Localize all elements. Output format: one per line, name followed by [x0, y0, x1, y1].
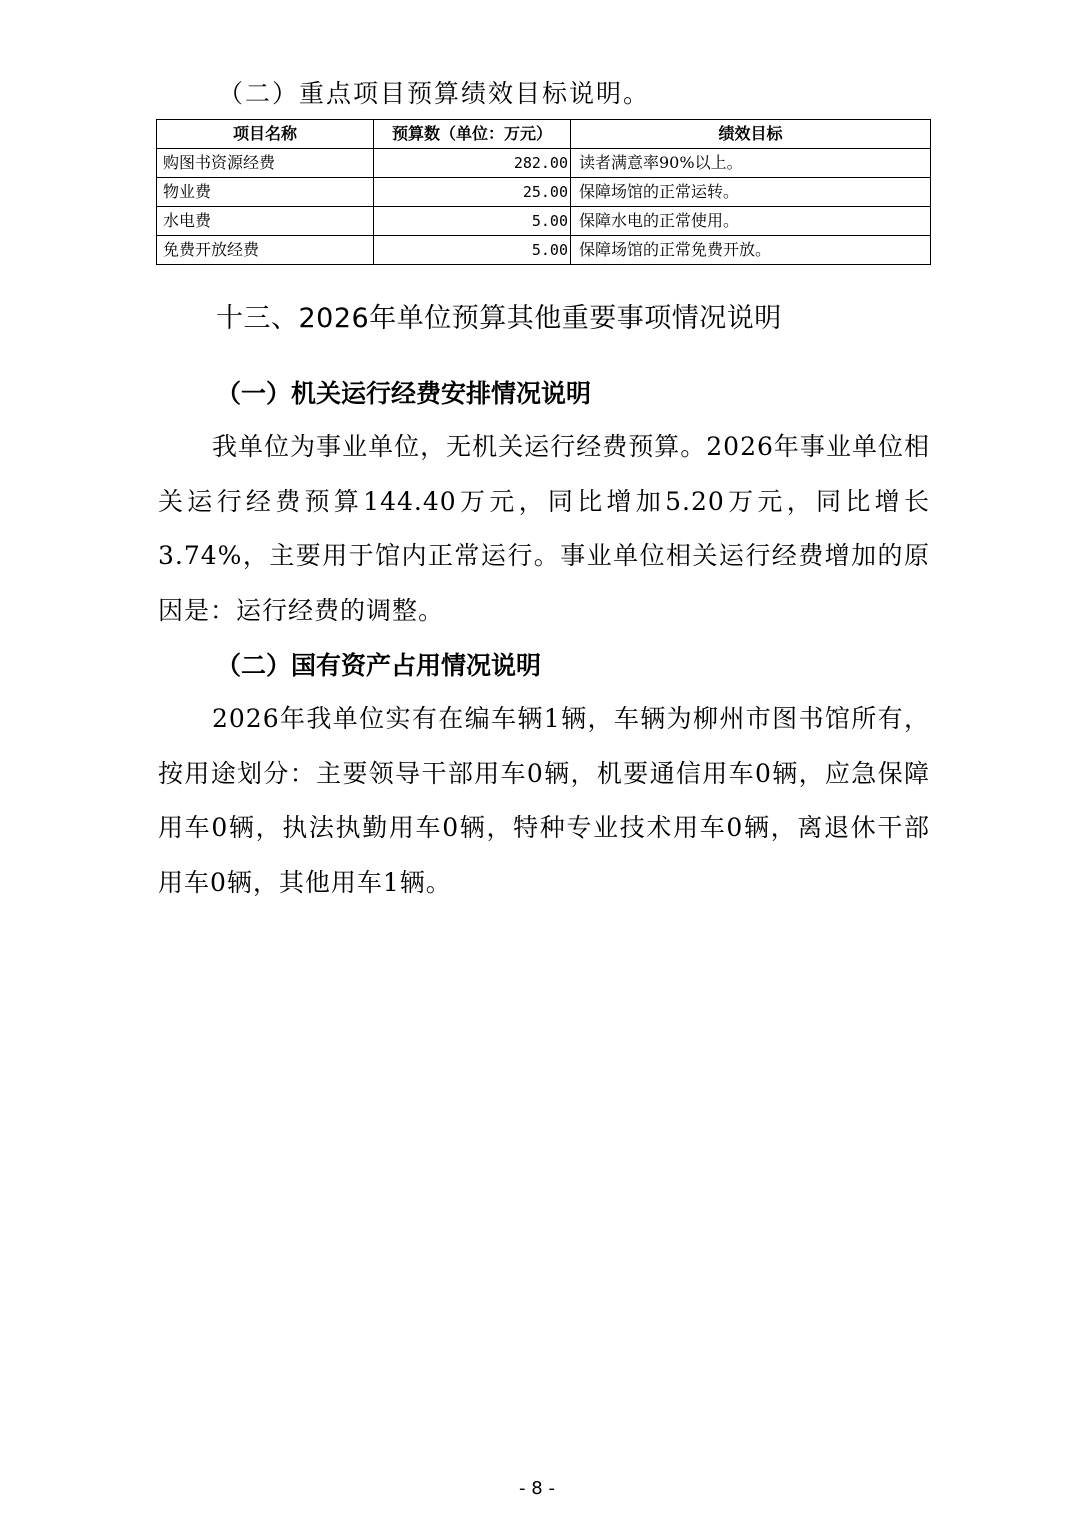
cell-performance-goal: 读者满意率90%以上。: [571, 149, 931, 178]
column-header-goal: 绩效目标: [571, 120, 931, 149]
cell-budget-amount: 282.00: [374, 149, 571, 178]
cell-performance-goal: 保障场馆的正常免费开放。: [571, 236, 931, 265]
cell-performance-goal: 保障水电的正常使用。: [571, 207, 931, 236]
performance-goals-table: [156, 119, 931, 265]
table-row: [157, 236, 931, 265]
section-13-heading: 十三、2026年单位预算其他重要事项情况说明: [216, 303, 782, 334]
subsection-state-assets-heading: （二）国有资产占用情况说明: [216, 651, 542, 680]
cell-budget-amount: 25.00: [374, 178, 571, 207]
cell-budget-amount: 5.00: [374, 207, 571, 236]
column-header-budget: 预算数（单位：万元）: [374, 120, 571, 149]
table-header-row: [157, 120, 931, 149]
cell-project-name: 购图书资源经费: [157, 149, 374, 178]
state-assets-paragraph: 2026年我单位实有在编车辆1辆，车辆为柳州市图书馆所有，按用途划分：主要领导干部用车0辆，机要通信用车0辆，应急保障用车0辆，执法执勤用车0辆，特种专业技术用车0辆，离退休干部用车0辆，其他用车1辆。: [158, 704, 930, 897]
cell-performance-goal: 保障场馆的正常运转。: [571, 178, 931, 207]
operating-expenses-paragraph: 我单位为事业单位，无机关运行经费预算。2026年事业单位相关运行经费预算144.40万元，同比增加5.20万元，同比增长3.74%，主要用于馆内正常运行。事业单位相关运行经费增加的原因是：运行经费的调整。: [158, 432, 930, 625]
table-row: [157, 149, 931, 178]
cell-budget-amount: 5.00: [374, 236, 571, 265]
cell-project-name: 免费开放经费: [157, 236, 374, 265]
column-header-project-name: 项目名称: [157, 120, 374, 149]
subsection-operating-expenses-heading: （一）机关运行经费安排情况说明: [216, 379, 592, 408]
table-row: [157, 178, 931, 207]
page-number: - 8 -: [519, 1478, 555, 1499]
cell-project-name: 物业费: [157, 178, 374, 207]
cell-project-name: 水电费: [157, 207, 374, 236]
table-row: [157, 207, 931, 236]
section-subtitle: （二）重点项目预算绩效目标说明。: [218, 79, 651, 108]
